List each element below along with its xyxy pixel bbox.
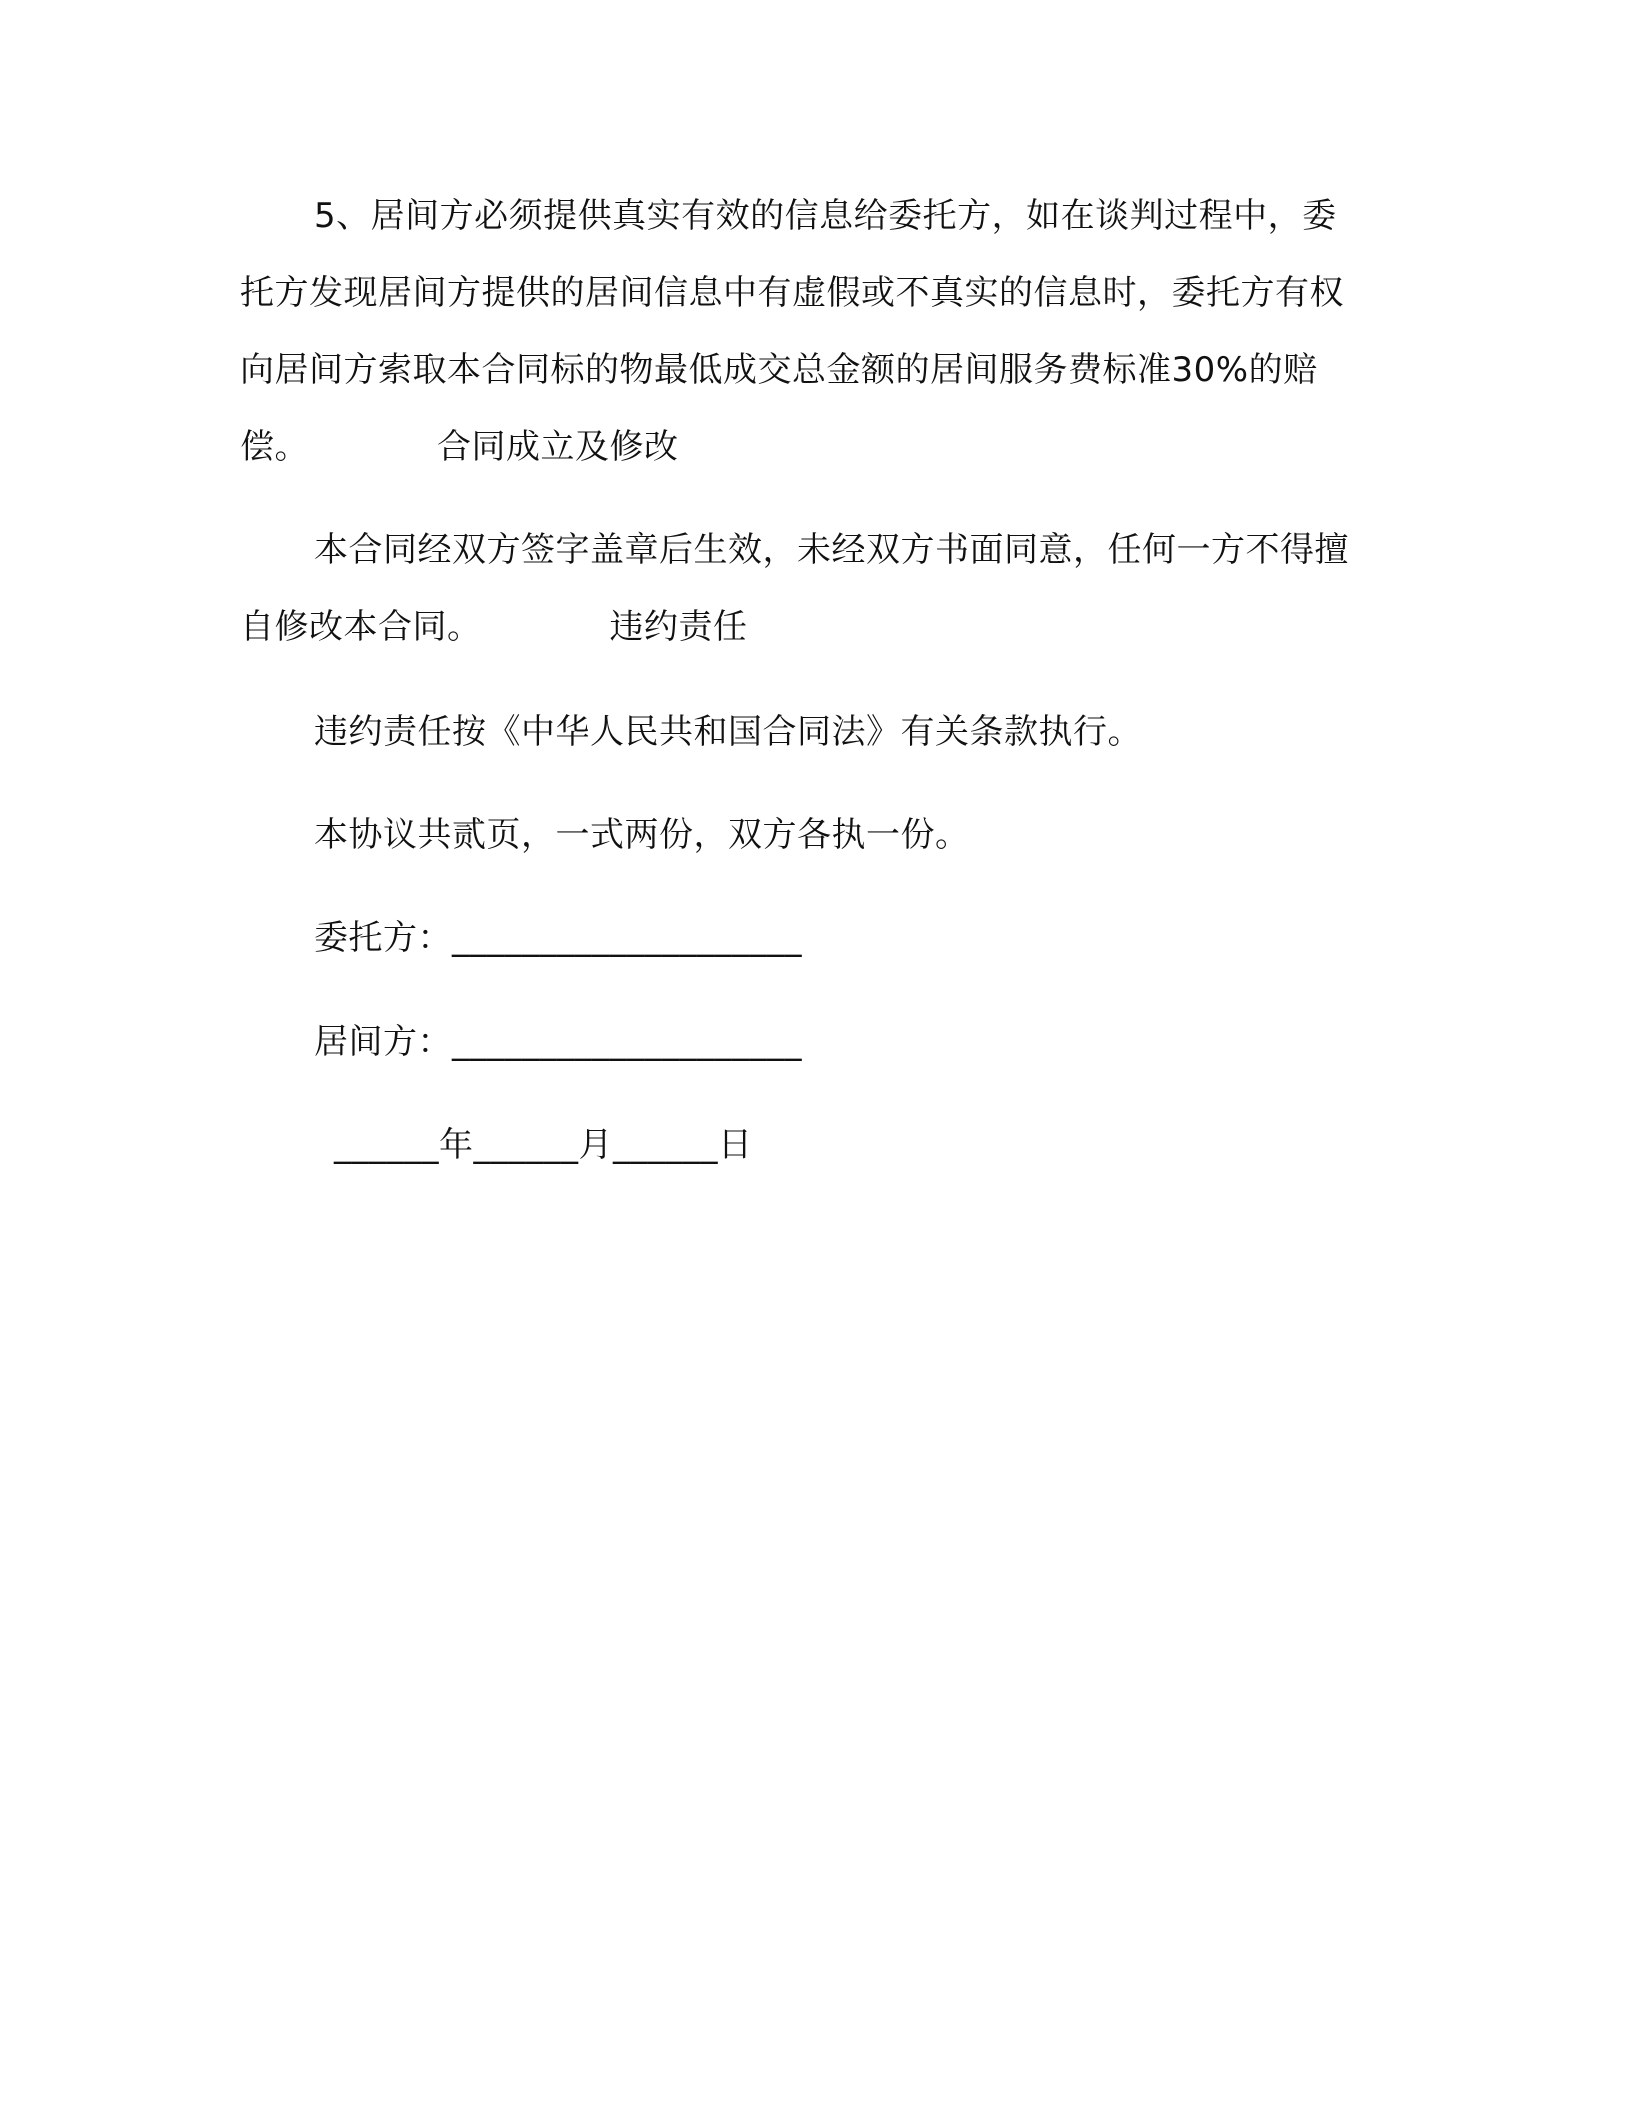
principal-label: 委托方： xyxy=(314,918,452,958)
contract-effect-paragraph xyxy=(240,512,1360,666)
principal-signature-line xyxy=(314,914,802,962)
date-day-blank: ______ xyxy=(613,1125,718,1165)
intermediary-signature-line xyxy=(314,1018,802,1066)
date-line xyxy=(334,1121,753,1169)
clause-5-text: 5、居间方必须提供真实有效的信息给委托方，如在谈判过程中，委托方发现居间方提供的居间信息中有虚假或不真实的信息时，委托方有权向居间方索取本合同标的物最低成交总金额的居间服务费标准30%的赔偿。 xyxy=(240,196,1344,467)
intermediary-label: 居间方： xyxy=(314,1022,452,1062)
contract-effect-text: 本合同经双方签字盖章后生效，未经双方书面同意，任何一方不得擅自修改本合同。 xyxy=(240,530,1349,647)
date-month-blank: ______ xyxy=(473,1125,579,1165)
copies-paragraph: 本协议共贰页，一式两份，双方各执一份。 xyxy=(314,815,970,855)
liability-paragraph: 违约责任按《中华人民共和国合同法》有关条款执行。 xyxy=(314,712,1142,752)
date-day-label: 日 xyxy=(718,1125,753,1165)
section-heading-liability: 违约责任 xyxy=(609,607,748,647)
section-heading-contract-formation: 合同成立及修改 xyxy=(437,427,679,467)
date-year-label: 年 xyxy=(439,1125,474,1165)
intermediary-signature-blank: ____________________ xyxy=(452,1022,802,1062)
principal-signature-blank: ____________________ xyxy=(452,918,802,958)
date-year-blank: ______ xyxy=(334,1125,439,1165)
date-month-label: 月 xyxy=(578,1125,613,1165)
clause-5-paragraph xyxy=(240,178,1360,486)
